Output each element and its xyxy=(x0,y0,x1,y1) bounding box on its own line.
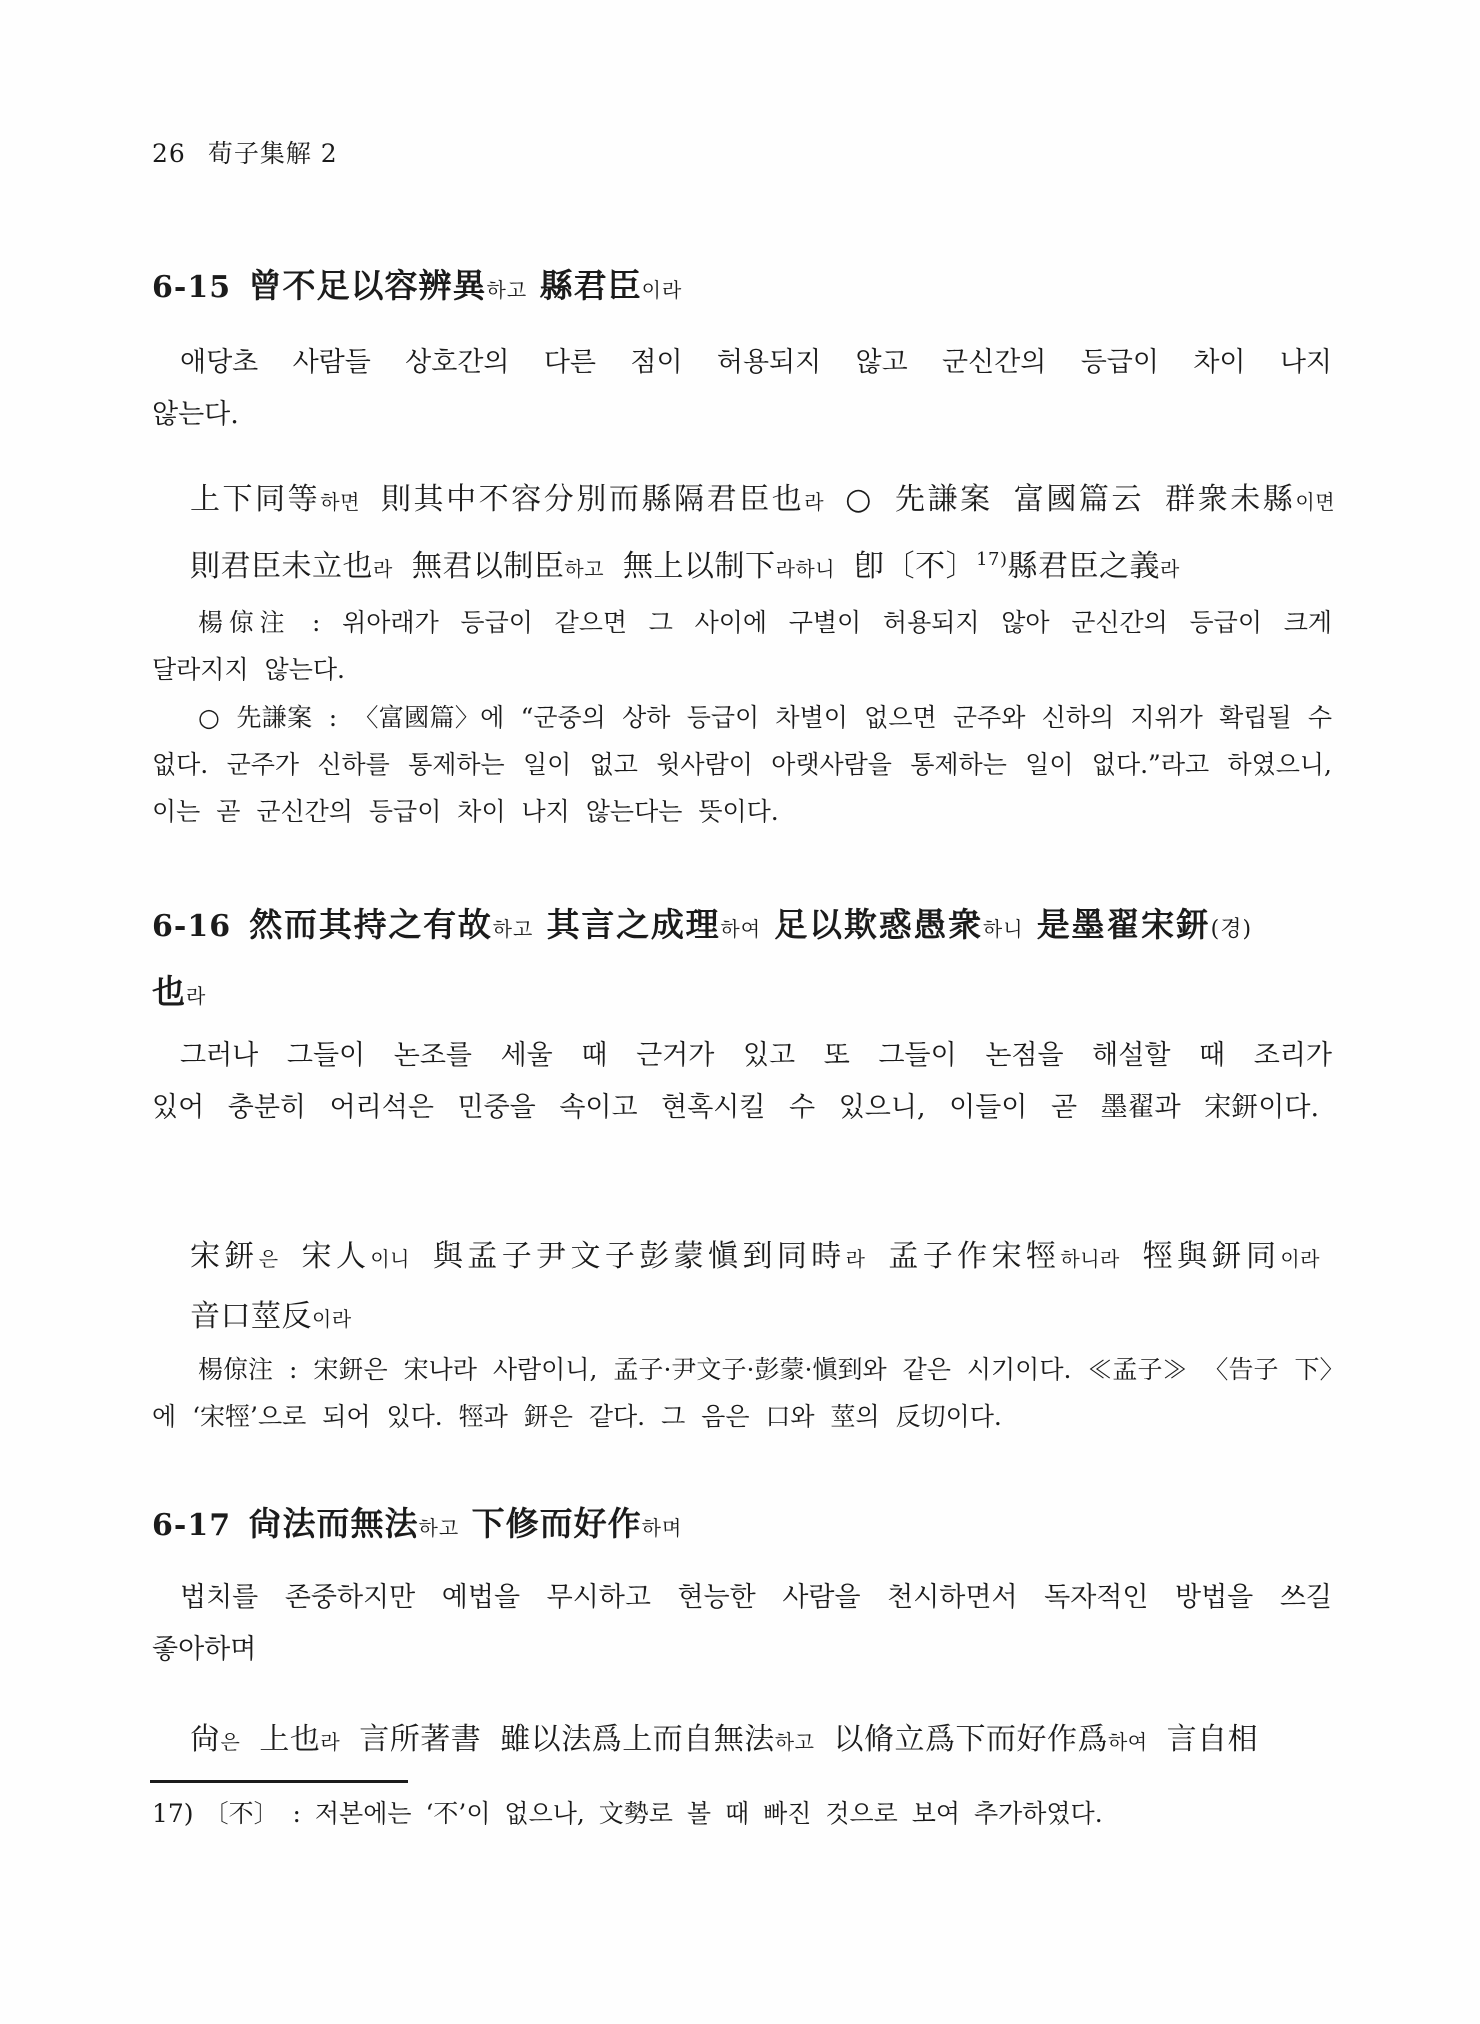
text-segment: 하고 xyxy=(418,1516,460,1540)
text-segment xyxy=(459,1504,472,1543)
text-segment: 孟子作宋牼 xyxy=(865,1239,1061,1274)
text-segment: 宋人 xyxy=(278,1239,371,1274)
text-segment: 牼與鈃同 xyxy=(1119,1239,1281,1274)
text-segment: 이라 xyxy=(312,1307,352,1331)
text-segment xyxy=(527,266,540,305)
text-segment: 하며 xyxy=(641,1516,683,1540)
translation-paragraph-6-16: 그러나 그들이 논조를 세울 때 근거가 있고 또 그들이 논점을 해설할 때 조리가 있어 충분히 어리석은 민중을 속이고 현혹시킬 수 있으니, 이들이 곧 墨翟과 宋鈃이다. xyxy=(152,1040,1332,1123)
text-segment: 하여 xyxy=(720,917,762,941)
text-segment: 하고 xyxy=(486,278,528,302)
footnote-separator xyxy=(150,1780,408,1783)
text-segment: 은 xyxy=(220,1730,241,1754)
text-segment: 縣君臣之義 xyxy=(1007,549,1161,584)
text-segment: 하고 xyxy=(492,917,534,941)
text-segment: 라 xyxy=(373,557,393,581)
text-segment: 言所著書 雖以法爲上而自無法 xyxy=(340,1722,775,1757)
text-segment: 言自相 xyxy=(1147,1722,1259,1757)
text-segment: 其言之成理 xyxy=(546,905,721,944)
text-segment: 無上以制下 xyxy=(604,549,776,584)
text-segment: 卽〔不〕 xyxy=(835,549,977,584)
section-heading-6-16 xyxy=(152,894,1252,1027)
text-segment: 曾不足以容辨異 xyxy=(248,266,487,305)
text-segment: 하고 xyxy=(774,1730,815,1754)
footnote-label: 17) xyxy=(152,1799,194,1828)
text-segment: ○ 先謙案 富國篇云 群衆未縣 xyxy=(824,482,1296,517)
commentary-block-6-15 xyxy=(190,471,1335,598)
text-segment: 是墨翟宋鈃 xyxy=(1036,905,1211,944)
page-number: 26 xyxy=(152,139,186,168)
text-segment: 라 xyxy=(320,1730,341,1754)
text-segment: 音口莖反 xyxy=(190,1299,312,1334)
text-segment: 縣君臣 xyxy=(539,266,642,305)
text-segment: 라하니 xyxy=(775,557,836,581)
text-segment: 라 xyxy=(186,984,207,1008)
text-segment: 하면 xyxy=(320,490,360,514)
text-segment: (경) xyxy=(1210,917,1253,942)
text-segment: 足以欺惑愚衆 xyxy=(774,905,983,944)
text-segment: 6-17 xyxy=(152,1508,243,1543)
text-segment: 然而其持之有故 xyxy=(249,905,493,944)
text-segment xyxy=(761,905,774,944)
text-segment: 則君臣未立也 xyxy=(190,549,373,584)
xianqian-note-6-15: ○ 先謙案 : 〈富國篇〉에 “군중의 상하 등급이 차별이 없으면 군주와 신하의 지위가 확립될 수 없다. 군주가 신하를 통제하는 일이 없고 윗사람이 아랫사람을 통제하는 일이 없다.”라고 하였으니, 이는 곧 군신간의 등급이 차이 나지 않는다는 뜻이다. xyxy=(152,703,1332,826)
footnote-text: 〔不〕 : 저본에는 ‘不’이 없으나, 文勢로 볼 때 빠진 것으로 보여 추가하였다. xyxy=(203,1799,1103,1828)
yangjing-note-6-15: 楊倞注 : 위아래가 등급이 같으면 그 사이에 구별이 허용되지 않아 군신간의 등급이 크게 달라지지 않는다. xyxy=(152,608,1332,684)
text-segment: 라 xyxy=(1160,557,1180,581)
text-segment: 6-15 xyxy=(152,270,243,305)
commentary-block-6-17 xyxy=(190,1711,1335,1771)
text-segment: 以脩立爲下而好作爲 xyxy=(814,1722,1108,1757)
text-segment: 下修而好作 xyxy=(471,1504,642,1543)
text-segment: 은 xyxy=(258,1247,279,1271)
text-segment: 上也 xyxy=(240,1722,321,1757)
text-segment: 이면 xyxy=(1295,490,1336,514)
text-segment: 하니 xyxy=(982,917,1024,941)
yangjing-note-6-16: 楊倞注 : 宋鈃은 宋나라 사람이니, 孟子·尹文子·彭蒙·愼到와 같은 시기이다. ≪孟子≫ 〈告子 下〉에 ‘宋牼’으로 되어 있다. 牼과 鈃은 같다. 그 음은 口와 莖의 反切이다. xyxy=(152,1355,1332,1431)
text-segment: 이라 xyxy=(641,278,683,302)
text-segment xyxy=(1024,905,1037,944)
text-segment: 尙法而無法 xyxy=(248,1504,419,1543)
section-heading-6-17 xyxy=(152,1500,1332,1552)
text-segment: 라 xyxy=(804,490,825,514)
text-segment: 하여 xyxy=(1107,1730,1148,1754)
text-segment: 上下同等 xyxy=(190,482,321,517)
commentary-block-6-16 xyxy=(190,1228,1320,1348)
text-segment: 尙 xyxy=(190,1722,221,1757)
text-segment: 宋鈃 xyxy=(190,1239,259,1274)
text-segment: 與孟子尹文子彭蒙愼到同時 xyxy=(409,1239,846,1274)
text-segment: 이니 xyxy=(370,1247,410,1271)
text-segment: 也 xyxy=(152,972,186,1011)
text-segment: 하고 xyxy=(564,557,605,581)
text-segment: 則其中不容分別而縣隔君臣也 xyxy=(359,482,805,517)
text-segment: 라 xyxy=(845,1247,866,1271)
text-segment: 17) xyxy=(976,549,1008,570)
text-segment: 無君以制臣 xyxy=(392,549,565,584)
footnote xyxy=(152,1792,1342,1836)
text-segment xyxy=(533,905,546,944)
running-head xyxy=(152,134,338,170)
text-segment: 이라 xyxy=(1280,1247,1320,1271)
section-heading-6-15 xyxy=(152,262,1332,314)
translation-paragraph-6-15: 애당초 사람들 상호간의 다른 점이 허용되지 않고 군신간의 등급이 차이 나지 않는다. xyxy=(152,347,1332,430)
translation-paragraph-6-17: 법치를 존중하지만 예법을 무시하고 현능한 사람을 천시하면서 독자적인 방법을 쓰길 좋아하며 xyxy=(152,1582,1332,1665)
book-title: 荀子集解 2 xyxy=(207,139,338,168)
text-segment: 하니라 xyxy=(1060,1247,1120,1271)
text-segment: 6-16 xyxy=(152,909,244,944)
